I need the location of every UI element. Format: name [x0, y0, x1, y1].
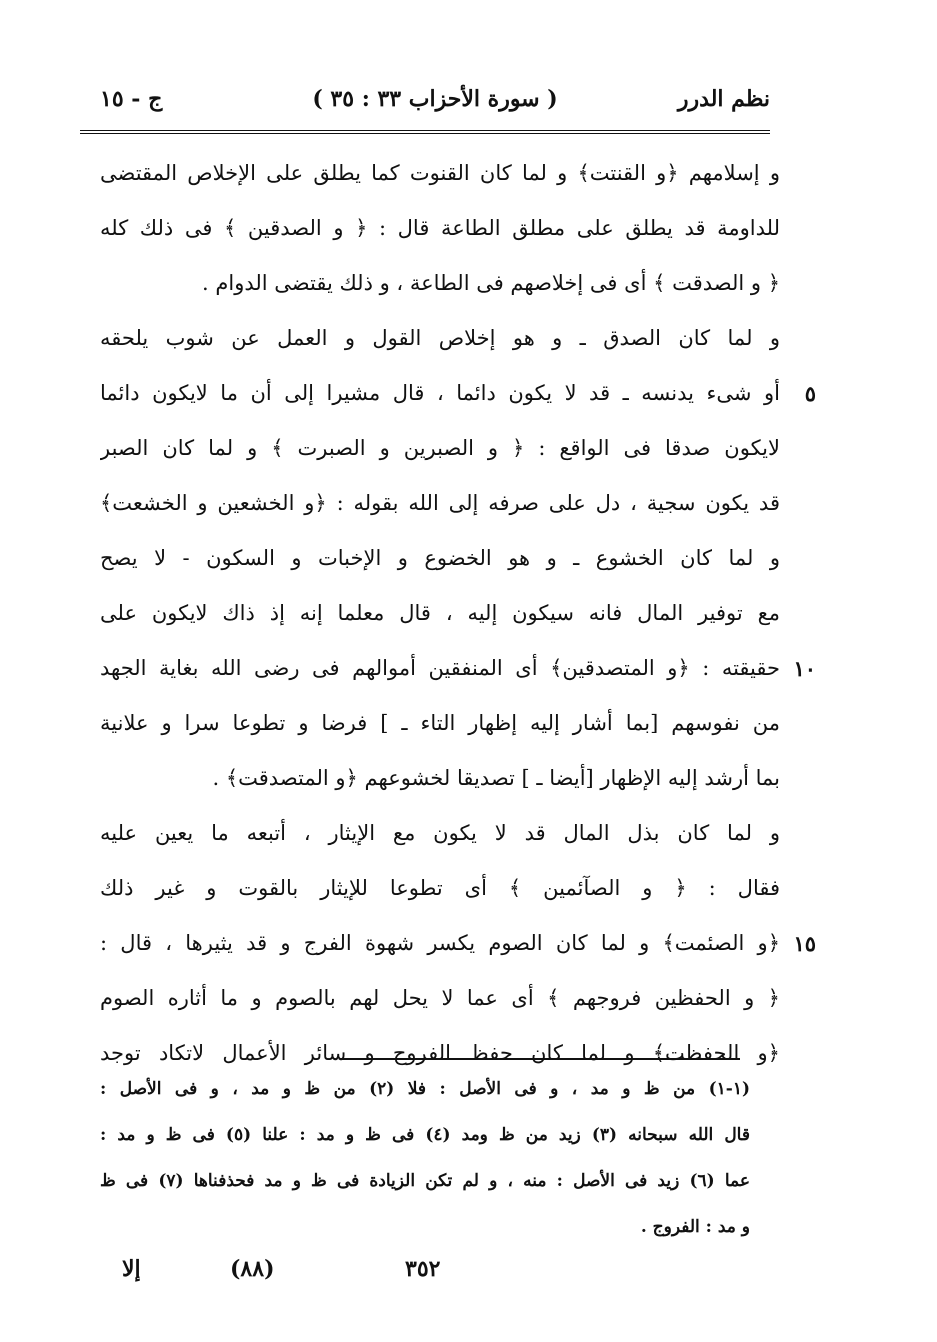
- footnote-line: (١-١) من ظ و مد ، و فى الأصل : فلا (٢) من ظ و مد ، و فى الأصل :: [100, 1079, 750, 1099]
- text-line: ١٥ ﴿و الصئمت﴾ و لما كان الصوم يكسر شهوة الفرج و قد يثيرها ، قال :: [100, 916, 780, 971]
- text-line: قد يكون سجية ، دل على صرفه إلى الله بقوله : ﴿و الخشعين و الخشعت﴾: [100, 491, 780, 515]
- text-line: مع توفير المال فانه سيكون إليه ، قال معلما إنه إذ ذاك لايكون على: [100, 601, 780, 625]
- line-number: ١٠: [793, 656, 816, 681]
- text-line: و إسلامهم ﴿و القنتت﴾ و لما كان القنوت كما يطلق على الإخلاص المقتضى: [100, 161, 780, 185]
- text-line: من نفوسهم [بما أشار إليه إظهار التاء ـ ] فرضا و تطوعا سرا و علانية: [100, 711, 780, 735]
- signature-mark: (٨٨): [230, 1256, 275, 1282]
- running-header: [100, 80, 770, 124]
- text-line: و لما كان الصدق ـ و هو إخلاص القول و العمل عن شوب يلحقه: [100, 326, 780, 350]
- line-number: ١٥: [793, 931, 816, 956]
- text-line: ﴿ و الحفظين فروجهم ﴾ أى عما لا يحل لهم بالصوم و ما أثاره الصوم: [100, 986, 780, 1010]
- footnote-line: قال الله سبحانه (٣) زيد من ظ ومد (٤) فى ظ و مد : علنا (٥) فى ظ و مد :: [100, 1125, 750, 1145]
- book-title: نظم الدرر: [677, 86, 770, 112]
- catchword: إلا: [122, 1256, 141, 1282]
- footnote-line: عما (٦) زيد فى الأصل : منه ، و لم تكن الزيادة فى ظ و مد فحذفناها (٧) فى ظ: [100, 1171, 750, 1191]
- text-line: بما أرشد إليه الإظهار [أيضا ـ ] تصديقا لخشوعهم ﴿و المتصدقت﴾ .: [212, 766, 780, 790]
- footnotes: [100, 1066, 750, 1250]
- surah-reference: ( سورة الأحزاب ٣٣ : ٣٥ ): [312, 86, 558, 112]
- text-line: فقال : ﴿ و الصآئمين ﴾ أى تطوعا للإيثار بالقوت و غير ذلك: [100, 876, 780, 900]
- footnote-rule: [340, 1058, 740, 1060]
- line-number: ٥: [804, 381, 816, 406]
- text-line: لايكون صدقا فى الواقع : ﴿ و الصبرين و الصبرت ﴾ و لما كان الصبر: [100, 436, 780, 460]
- volume-number: ج - ١٥: [100, 86, 163, 112]
- text-line: ﴿ و الصدقت ﴾ أى فى إخلاصهم فى الطاعة ، و ذلك يقتضى الدوام .: [202, 271, 780, 295]
- text-line: ٥ أو شىء يدنسه ـ قد لا يكون دائما ، قال مشيرا إلى أن ما لايكون دائما: [100, 366, 780, 421]
- body-text: [100, 146, 816, 1081]
- footnote-line: و مد : الفروج .: [640, 1217, 750, 1237]
- text-line: للداومة قد يطلق على مطلق الطاعة قال : ﴿ و الصدقين ﴾ فى ذلك كله: [100, 216, 780, 240]
- header-rule: [80, 130, 770, 134]
- text-line: ﴿و الحفظت﴾ و لما كان حفظ الفروج و سائر الأعمال لاتكاد توجد: [100, 1041, 780, 1065]
- text-line: و لما كان الخشوع ـ و هو الخضوع و الإخبات و السكون - لا يصح: [100, 546, 780, 570]
- text-line: و لما كان بذل المال قد لا يكون مع الإيثار ، أتبعه ما يعين عليه: [100, 821, 780, 845]
- text-line: ١٠ حقيقته : ﴿و المتصدقين﴾ أى المنفقين أموالهم فى رضى الله بغاية الجهد: [100, 641, 780, 696]
- page-footer: [100, 1256, 740, 1292]
- page-number: ٣٥٢: [405, 1256, 441, 1282]
